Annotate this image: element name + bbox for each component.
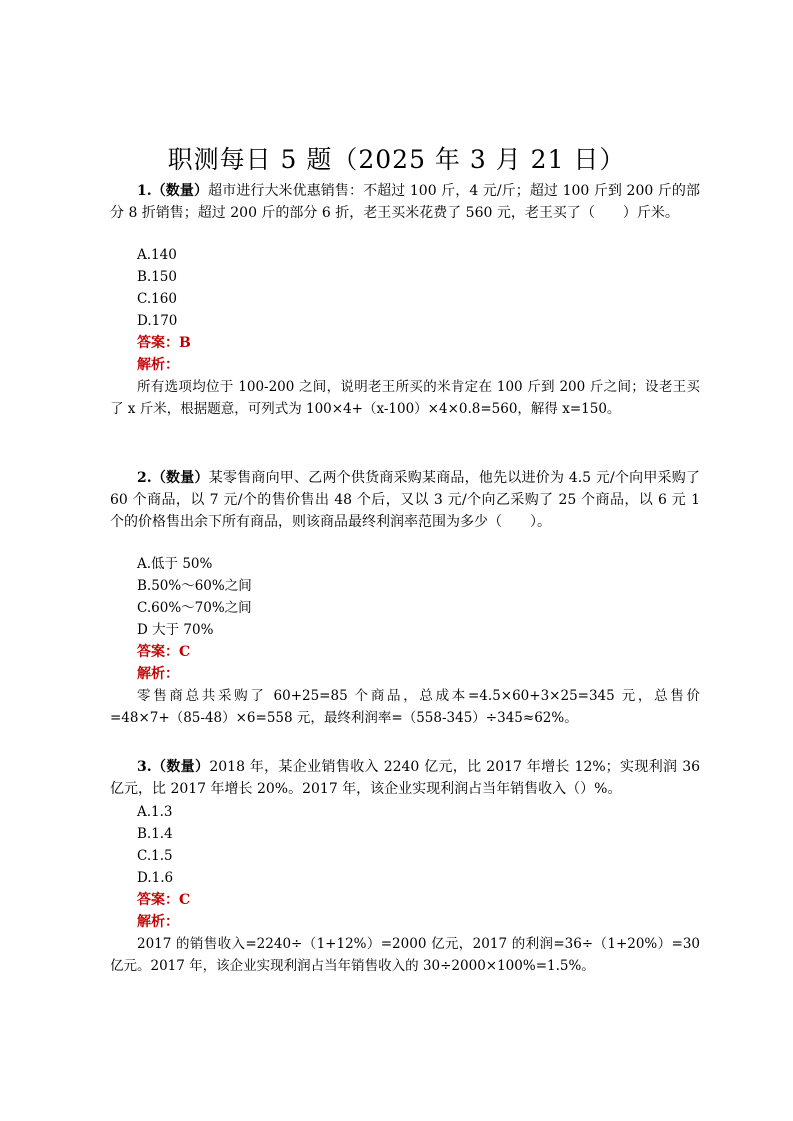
question-3-analysis: 2017 的销售收入=2240÷（1+12%）=2000 亿元，2017 的利润=36÷（1+20%）=30 亿元。2017 年，该企业实现利润占当年销售收入的 30÷2000×100%=1.5%。	[110, 936, 700, 974]
question-2-answer: 答案：C	[137, 644, 191, 660]
question-3-answer: 答案：C	[137, 892, 191, 908]
question-3-option-d: D.1.6	[137, 870, 174, 886]
question-2-option-b: B.50%～60%之间	[137, 578, 252, 594]
question-2-number: 2.	[137, 470, 152, 486]
question-2-stem	[110, 467, 700, 533]
question-1-text: 超市进行大米优惠销售：不超过 100 斤，4 元/斤；超过 100 斤到 200 斤的部分 8 折销售；超过 200 斤的部分 6 折，老王买米花费了 560 元，老王买了（ ）斤米。	[110, 183, 700, 221]
question-3-text: 2018 年，某企业销售收入 2240 亿元，比 2017 年增长 12%；实现利润 36 亿元，比 2017 年增长 20%。2017 年，该企业实现利润占当年销售收入（）%。	[110, 759, 701, 797]
question-2-option-c: C.60%～70%之间	[137, 600, 252, 616]
question-3-analysis-label: 解析：	[137, 914, 179, 930]
question-2-analysis: 零售商总共采购了 60+25=85 个商品，总成本=4.5×60+3×25=345 元，总售价=48×7+（85-48）×6=558 元，最终利润率=（558-345）÷345≈62%。	[110, 688, 700, 726]
question-1-stem	[110, 180, 700, 224]
question-2-option-a: A.低于 50%	[137, 556, 213, 572]
question-2-text: 某零售商向甲、乙两个供货商采购某商品，他先以进价为 4.5 元/个向甲采购了 60 个商品，以 7 元/个的售价售出 48 个后，又以 3 元/个向乙采购了 25 个商品，以 6 元 1 个的价格售出余下所有商品，则该商品最终利润率范围为多少（ ）。	[110, 470, 700, 530]
question-1-tag: （数量）	[151, 183, 209, 199]
question-3-number: 3.	[137, 759, 152, 775]
question-1-answer: 答案：B	[137, 335, 191, 351]
question-1-option-d: D.170	[137, 313, 178, 329]
question-1-option-b: B.150	[137, 269, 177, 285]
question-2-analysis-label: 解析：	[137, 666, 179, 682]
question-1-option-c: C.160	[137, 291, 177, 307]
page-title: 职测每日 5 题（2025 年 3 月 21 日）	[167, 145, 626, 174]
question-3-option-a: A.1.3	[137, 804, 173, 820]
question-3-tag: （数量）	[151, 759, 210, 775]
question-2-option-d: D 大于 70%	[137, 622, 214, 638]
question-3-option-b: B.1.4	[137, 826, 173, 842]
question-3-stem	[110, 756, 700, 800]
question-1-analysis: 所有选项均位于 100-200 之间，说明老王所买的米肯定在 100 斤到 200 斤之间；设老王买了 x 斤米，根据题意，可列式为 100×4+（x-100）×4×0.8=560，解得 x=150。	[110, 379, 700, 417]
question-2-tag: （数量）	[151, 470, 209, 486]
question-1-option-a: A.140	[137, 247, 177, 263]
question-3-option-c: C.1.5	[137, 848, 173, 864]
question-1-analysis-label: 解析：	[137, 357, 179, 373]
question-1-number: 1.	[137, 183, 152, 199]
